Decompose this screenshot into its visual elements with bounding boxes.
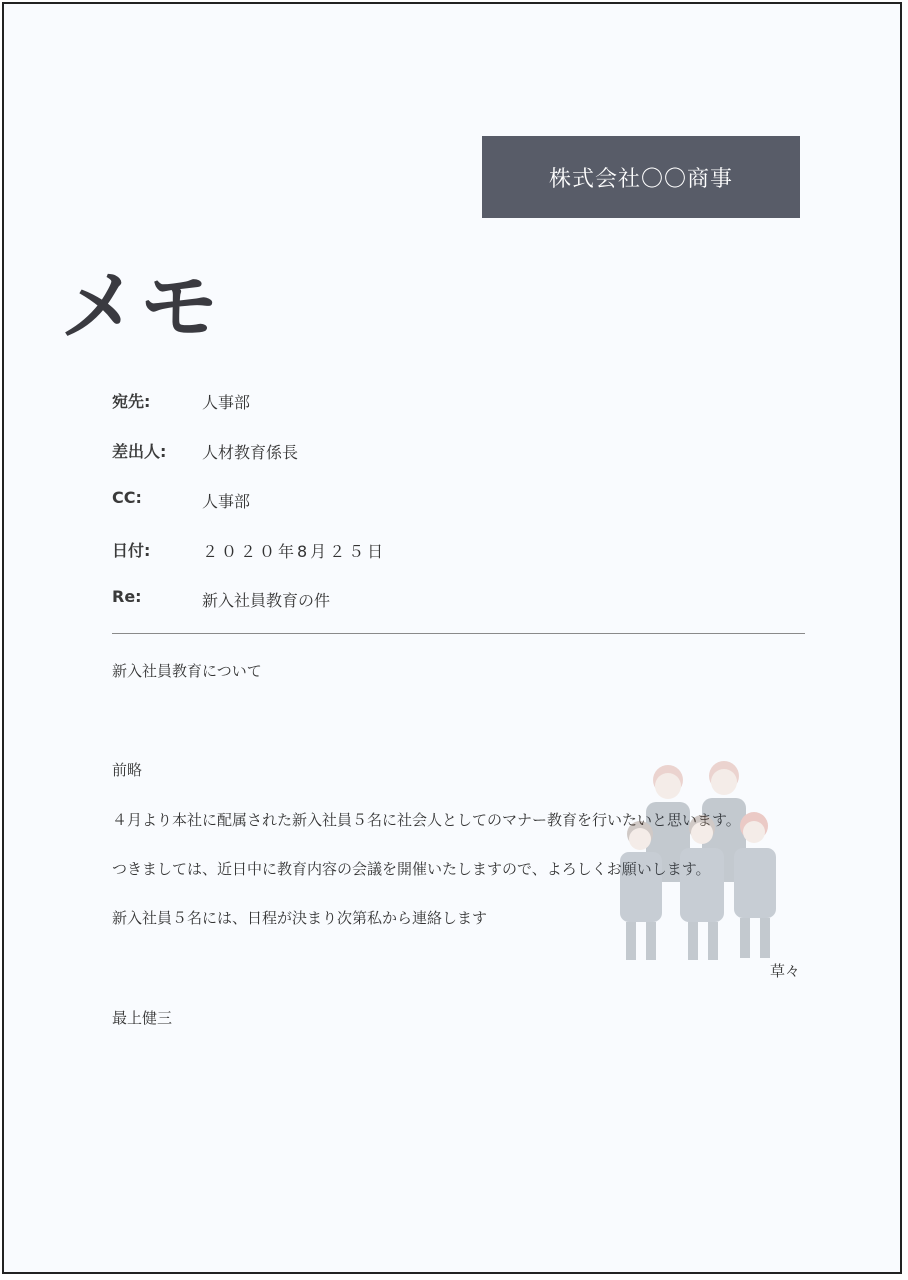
field-value-from: 人材教育係長 [202, 443, 299, 462]
body-line-2: つきましては、近日中に教育内容の会議を開催いたしますので、よろしくお願いします。 [112, 860, 711, 878]
company-name-banner: 株式会社〇〇商事 [482, 136, 800, 218]
sender-signature: 最上健三 [112, 1009, 173, 1027]
header-divider [112, 633, 805, 634]
field-label-from: 差出人: [112, 442, 167, 461]
business-people-group-icon [616, 756, 786, 966]
body-opening: 前略 [112, 761, 143, 779]
field-value-date: ２０２０年8月２５日 [202, 542, 387, 561]
field-value-cc: 人事部 [202, 492, 251, 511]
closing-salutation: 草々 [770, 962, 801, 980]
memo-title: メモ [60, 262, 221, 352]
body-line-1: ４月より本社に配属された新入社員５名に社会人としてのマナー教育を行いたいと思います。 [112, 811, 741, 829]
field-value-to: 人事部 [202, 393, 251, 412]
field-label-to: 宛先: [112, 392, 151, 411]
field-label-re: Re: [112, 587, 142, 606]
body-subject: 新入社員教育について [112, 662, 262, 680]
field-value-re: 新入社員教育の件 [202, 591, 331, 610]
memo-page [2, 2, 902, 1274]
body-line-3: 新入社員５名には、日程が決まり次第私から連絡します [112, 909, 488, 927]
field-label-date: 日付: [112, 541, 151, 560]
field-label-cc: CC: [112, 488, 142, 507]
